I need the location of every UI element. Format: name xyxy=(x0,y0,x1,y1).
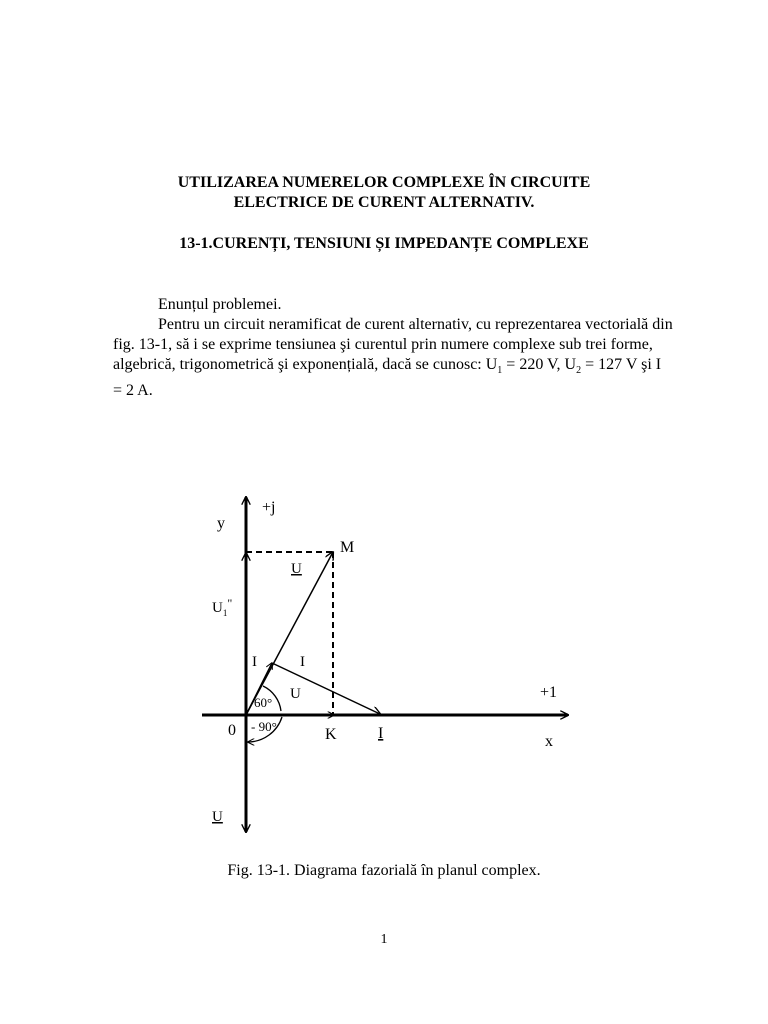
phasor-i-mid xyxy=(272,663,380,714)
label-i-mid: I xyxy=(300,654,305,670)
given-u1: U xyxy=(485,356,498,373)
given-u1-value: = 220 V, xyxy=(502,356,565,373)
problem-text-body: Pentru un circuit neramificat de curent alternativ, cu reprezentarea vectorială din fig. 13-1, să i se exprime tensiunea şi curentul prin numere complexe sub trei forme, algebrică, trigonometrică şi exponențială, dacă se cunosc: xyxy=(113,316,673,373)
label-origin: 0 xyxy=(228,722,236,739)
label-u1dd-mark: " xyxy=(227,596,233,610)
label-point-m: M xyxy=(340,539,355,556)
label-y-axis: y xyxy=(217,515,225,532)
label-i-vector: I xyxy=(378,725,384,742)
problem-heading: Enunțul problemei. xyxy=(158,296,282,313)
label-i-small: I xyxy=(252,654,257,670)
label-x-axis: x xyxy=(545,733,553,750)
label-imag-axis: +j xyxy=(262,499,276,516)
given-u2: U xyxy=(564,356,577,373)
given-u2-value: = 127 V şi I = 2 A. xyxy=(113,356,662,400)
given-u1-sub: 1 xyxy=(497,365,503,377)
label-u1dd xyxy=(212,596,232,618)
given-u2-sub: 2 xyxy=(576,365,582,377)
section-title: 13-1.CURENȚI, TENSIUNI ȘI IMPEDANȚE COMPLEXE xyxy=(179,235,589,252)
label-u-bottom: U xyxy=(212,809,223,825)
label-point-k: K xyxy=(325,726,337,743)
label-u-top: U xyxy=(291,561,302,577)
doc-title-line-1: UTILIZAREA NUMERELOR COMPLEXE ÎN CIRCUITE xyxy=(177,174,591,191)
figure-caption: Fig. 13-1. Diagrama fazorială în planul complex. xyxy=(227,862,541,879)
label-u1prime: U xyxy=(290,686,301,702)
label-u1dd-sup: 1 xyxy=(222,608,228,618)
label-angle-minus90: - 90° xyxy=(251,719,277,734)
label-real-axis: +1 xyxy=(540,684,558,701)
label-u1dd-letter: U xyxy=(212,600,223,616)
doc-title-line-2: ELECTRICE DE CURENT ALTERNATIV. xyxy=(233,194,535,211)
page-number: 1 xyxy=(380,932,388,947)
label-angle-60: 60° xyxy=(254,695,273,710)
